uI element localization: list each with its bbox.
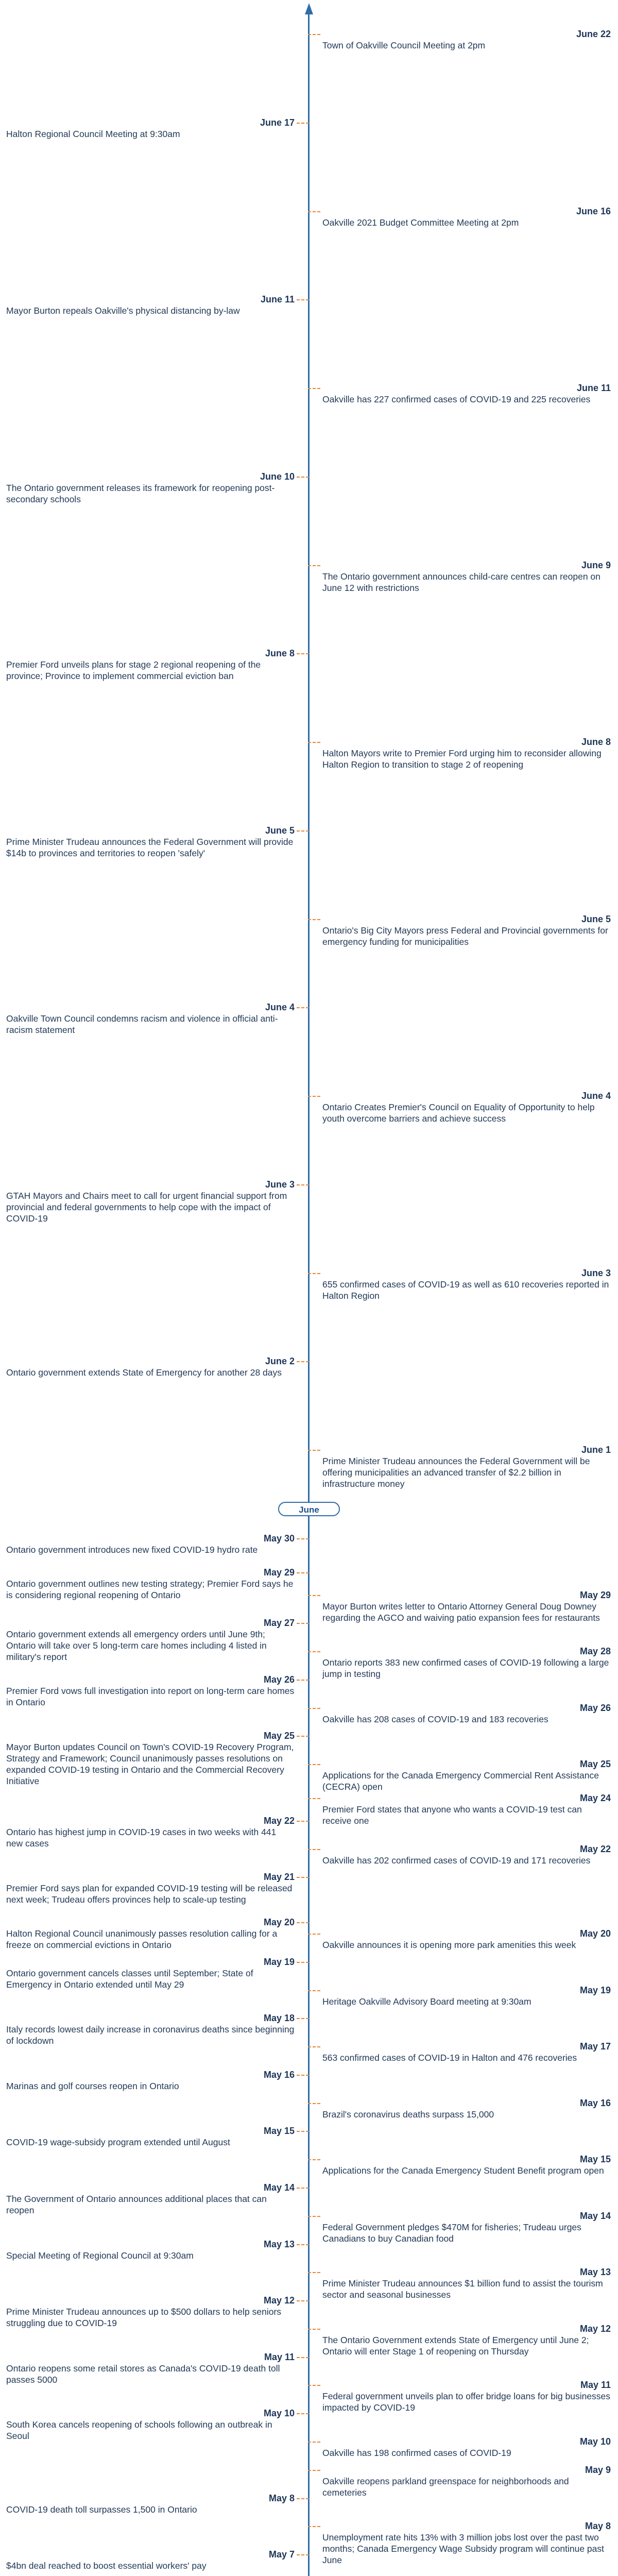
timeline-event-right bbox=[322, 2379, 611, 2413]
event-date: June 8 bbox=[581, 737, 611, 747]
timeline-spine bbox=[308, 14, 310, 2576]
event-date: May 24 bbox=[579, 1793, 611, 1803]
event-date: June 4 bbox=[265, 1002, 295, 1012]
event-date: May 13 bbox=[263, 2239, 295, 2249]
event-date: May 20 bbox=[579, 1928, 611, 1939]
event-date: May 15 bbox=[263, 2126, 295, 2136]
event-description: Ontario reopens some retail stores as Canada's COVID-19 death toll passes 5000 bbox=[6, 2363, 280, 2385]
timeline-event-left bbox=[6, 1002, 295, 1036]
timeline-event-left bbox=[6, 2549, 295, 2571]
event-description: COVID-19 wage-subsidy program extended until August bbox=[6, 2137, 230, 2147]
event-description: Ontario government extends all emergency orders until June 9th; Ontario will take over 5 long-term care homes including 4 listed in military's report bbox=[6, 1629, 267, 1662]
event-description: Halton Regional Council Meeting at 9:30am bbox=[6, 129, 180, 139]
event-date: June 5 bbox=[265, 825, 295, 836]
timeline-event-left bbox=[6, 2351, 295, 2385]
event-date: June 22 bbox=[576, 29, 611, 39]
event-description: Ontario's Big City Mayors press Federal and Provincial governments for emergency funding for municipalities bbox=[322, 925, 608, 947]
event-date: June 16 bbox=[576, 206, 611, 216]
event-description: Premier Ford says plan for expanded COVID-19 testing will be released next week; Trudeau offers provinces help to scale-up testing bbox=[6, 1883, 293, 1905]
event-description: Ontario reports 383 new confirmed cases of COVID-19 following a large jump in testing bbox=[322, 1657, 609, 1679]
event-description: Brazil's coronavirus deaths surpass 15,000 bbox=[322, 2109, 494, 2120]
event-description: Federal Government pledges $470M for fisheries; Trudeau urges Canadians to buy Canadian food bbox=[322, 2222, 581, 2244]
event-date: May 16 bbox=[579, 2098, 611, 2108]
month-marker-june: June bbox=[278, 1502, 340, 1516]
event-description: 563 confirmed cases of COVID-19 in Halton and 476 recoveries bbox=[322, 2053, 577, 2063]
event-description: Prime Minister Trudeau announces the Federal Government will be offering municipalities an advanced transfer of $2.2 billion in infrastructure money bbox=[322, 1456, 590, 1489]
event-date: June 11 bbox=[260, 294, 295, 304]
timeline-event-left bbox=[6, 471, 295, 505]
event-date: May 22 bbox=[579, 1844, 611, 1854]
event-description: Ontario government cancels classes until September; State of Emergency in Ontario extended until May 29 bbox=[6, 1968, 253, 1990]
event-date: June 4 bbox=[581, 1091, 611, 1101]
timeline-event-right bbox=[322, 2097, 611, 2120]
event-date: May 12 bbox=[579, 2324, 611, 2334]
event-description: The Ontario government releases its framework for reopening post-secondary schools bbox=[6, 483, 275, 504]
event-description: The Ontario government announces child-care centres can reopen on June 12 with restrictions bbox=[322, 571, 600, 593]
event-date: June 10 bbox=[260, 471, 295, 482]
timeline-event-right bbox=[322, 1090, 611, 1124]
timeline-event-right bbox=[322, 2210, 611, 2244]
event-description: Town of Oakville Council Meeting at 2pm bbox=[322, 40, 486, 50]
event-description: Ontario government introduces new fixed COVID-19 hydro rate bbox=[6, 1545, 258, 1555]
event-description: Prime Minister Trudeau announces $1 billion fund to assist the tourism sector and seasonal businesses bbox=[322, 2278, 603, 2300]
timeline-event-left bbox=[6, 1355, 295, 1378]
event-description: Prime Minister Trudeau announces up to $500 dollars to help seniors struggling due to COVID-19 bbox=[6, 2307, 282, 2328]
timeline-event-right bbox=[322, 1646, 611, 1680]
event-description: Applications for the Canada Emergency Student Benefit program open bbox=[322, 2165, 604, 2176]
timeline-event-left bbox=[6, 2408, 295, 2442]
event-date: May 25 bbox=[579, 1759, 611, 1769]
event-date: May 28 bbox=[579, 1646, 611, 1656]
timeline-event-right bbox=[322, 913, 611, 947]
event-description: 655 confirmed cases of COVID-19 as well as 610 recoveries reported in Halton Region bbox=[322, 1279, 609, 1301]
timeline-event-right bbox=[322, 28, 611, 51]
event-date: May 16 bbox=[263, 2070, 295, 2080]
timeline-event-right bbox=[322, 1589, 611, 1623]
event-description: Mayor Burton repeals Oakville's physical distancing by-law bbox=[6, 306, 240, 316]
event-description: Halton Regional Council unanimously passes resolution calling for a freeze on commercial evictions in Ontario bbox=[6, 1928, 278, 1950]
event-description: Ontario Creates Premier's Council on Equality of Opportunity to help youth overcome barriers and achieve success bbox=[322, 1102, 595, 1124]
event-date: May 9 bbox=[585, 2465, 611, 2475]
event-description: Ontario government extends State of Emergency for another 28 days bbox=[6, 1367, 282, 1378]
event-date: May 11 bbox=[264, 2352, 295, 2362]
timeline-event-left bbox=[6, 1533, 295, 1555]
timeline-event-right bbox=[322, 1928, 611, 1951]
event-description: Unemployment rate hits 13% with 3 million jobs lost over the past two months; Canada Emergency Wage Subsidy program will continue past June bbox=[322, 2532, 604, 2565]
event-date: May 19 bbox=[263, 1957, 295, 1967]
event-description: Ontario has highest jump in COVID-19 cases in two weeks with 441 new cases bbox=[6, 1827, 277, 1849]
event-description: The Government of Ontario announces additional places that can reopen bbox=[6, 2194, 267, 2215]
event-description: Applications for the Canada Emergency Commercial Rent Assistance (CECRA) open bbox=[322, 1770, 599, 1792]
timeline-event-left bbox=[6, 2239, 295, 2261]
event-description: Premier Ford vows full investigation into report on long-term care homes in Ontario bbox=[6, 1686, 295, 1707]
event-date: June 8 bbox=[265, 648, 295, 658]
event-description: Ontario government outlines new testing strategy; Premier Ford says he is considering regional reopening of Ontario bbox=[6, 1579, 294, 1600]
event-description: Federal government unveils plan to offer bridge loans for big businesses impacted by COVID-19 bbox=[322, 2391, 611, 2413]
event-date: June 17 bbox=[260, 117, 295, 128]
event-date: May 29 bbox=[263, 1567, 295, 1578]
event-description: The Ontario Government extends State of Emergency until June 2; Ontario will enter Stage 1 of reopening on Thursday bbox=[322, 2335, 589, 2357]
timeline-event-right bbox=[322, 2464, 611, 2498]
event-date: May 21 bbox=[263, 1872, 295, 1882]
event-date: May 10 bbox=[263, 2408, 295, 2418]
event-date: May 8 bbox=[268, 2493, 295, 2503]
event-date: May 30 bbox=[263, 1533, 295, 1544]
event-date: May 10 bbox=[579, 2436, 611, 2447]
timeline-event-left bbox=[6, 2295, 295, 2329]
event-date: May 17 bbox=[579, 2041, 611, 2052]
event-date: May 25 bbox=[263, 1731, 295, 1741]
event-date: May 19 bbox=[579, 1985, 611, 1995]
event-description: Premier Ford states that anyone who wants a COVID-19 test can receive one bbox=[322, 1804, 582, 1826]
timeline-event-left bbox=[6, 2069, 295, 2092]
timeline-event-right bbox=[322, 1792, 611, 1826]
event-date: May 26 bbox=[579, 1703, 611, 1713]
event-description: Oakville has 198 confirmed cases of COVID-19 bbox=[322, 2448, 511, 2458]
timeline-event-left bbox=[6, 2493, 295, 2515]
event-description: Prime Minister Trudeau announces the Federal Government will provide $14b to provinces and territories to reopen 'safely' bbox=[6, 837, 294, 858]
timeline-event-right bbox=[322, 2436, 611, 2459]
event-date: June 2 bbox=[265, 1356, 295, 1366]
event-date: May 11 bbox=[580, 2380, 611, 2390]
event-description: Oakville has 202 confirmed cases of COVID-19 and 171 recoveries bbox=[322, 1855, 591, 1866]
timeline-event-right bbox=[322, 2323, 611, 2357]
event-description: Mayor Burton updates Council on Town's COVID-19 Recovery Program, Strategy and Framework; Council unanimously passes resolutions on expanded COVID-19 testing in Ontario and the Commercial Recovery Initiative bbox=[6, 1742, 294, 1786]
timeline-event-left bbox=[6, 2012, 295, 2046]
timeline-event-right bbox=[322, 1702, 611, 1725]
timeline-event-left bbox=[6, 648, 295, 682]
event-date: May 15 bbox=[579, 2154, 611, 2164]
timeline-event-right bbox=[322, 206, 611, 228]
timeline-event-right bbox=[322, 1985, 611, 2007]
event-date: May 20 bbox=[263, 1917, 295, 1927]
event-date: May 27 bbox=[263, 1618, 295, 1628]
event-description: Premier Ford unveils plans for stage 2 regional reopening of the province; Province to implement commercial eviction ban bbox=[6, 659, 261, 681]
timeline-event-right bbox=[322, 1444, 611, 1489]
event-description: Oakville Town Council condemns racism and violence in official anti-racism statement bbox=[6, 1013, 278, 1035]
timeline-event-left bbox=[6, 2125, 295, 2148]
timeline-event-right bbox=[322, 2266, 611, 2300]
event-description: South Korea cancels reopening of schools following an outbreak in Seoul bbox=[6, 2419, 272, 2441]
event-date: May 7 bbox=[268, 2549, 295, 2560]
event-date: June 3 bbox=[265, 1179, 295, 1190]
timeline-event-left bbox=[6, 1871, 295, 1905]
timeline-arrow-head bbox=[305, 3, 313, 14]
event-description: Heritage Oakville Advisory Board meeting at 9:30am bbox=[322, 1996, 531, 2007]
event-description: Mayor Burton writes letter to Ontario Attorney General Doug Downey regarding the AGCO and waiving patio expansion fees for restaurants bbox=[322, 1601, 600, 1623]
timeline-event-right bbox=[322, 736, 611, 770]
event-date: June 5 bbox=[581, 914, 611, 924]
event-description: Oakville has 227 confirmed cases of COVID-19 and 225 recoveries bbox=[322, 394, 591, 404]
timeline-event-left bbox=[6, 1617, 295, 1663]
timeline-event-left bbox=[6, 1730, 295, 1787]
event-description: Special Meeting of Regional Council at 9:30am bbox=[6, 2250, 194, 2261]
timeline-event-right bbox=[322, 560, 611, 594]
timeline-event-left bbox=[6, 1674, 295, 1708]
event-description: Halton Mayors write to Premier Ford urging him to reconsider allowing Halton Region to transition to stage 2 of reopening bbox=[322, 748, 602, 770]
timeline-event-left bbox=[6, 1179, 295, 1224]
event-date: May 18 bbox=[263, 2013, 295, 2023]
event-date: May 26 bbox=[263, 1674, 295, 1685]
event-date: June 1 bbox=[581, 1445, 611, 1455]
event-description: Marinas and golf courses reopen in Ontario bbox=[6, 2081, 179, 2091]
event-date: May 12 bbox=[263, 2295, 295, 2306]
event-date: May 22 bbox=[263, 1816, 295, 1826]
event-description: GTAH Mayors and Chairs meet to call for urgent financial support from provincial and federal governments to help cope with the impact of COVID-19 bbox=[6, 1191, 287, 1224]
timeline-event-right bbox=[322, 382, 611, 405]
timeline-event-left bbox=[6, 1567, 295, 1601]
event-description: Oakville has 208 cases of COVID-19 and 183 recoveries bbox=[322, 1714, 548, 1724]
timeline-event-right bbox=[322, 1758, 611, 1792]
timeline-event-right bbox=[322, 2041, 611, 2063]
timeline-event-right bbox=[322, 1267, 611, 1301]
timeline-event-right bbox=[322, 2154, 611, 2176]
timeline-event-left bbox=[6, 2182, 295, 2216]
event-description: Italy records lowest daily increase in coronavirus deaths since beginning of lockdown bbox=[6, 2024, 295, 2046]
timeline-event-left bbox=[6, 1815, 295, 1849]
event-description: Oakville reopens parkland greenspace for neighborhoods and cemeteries bbox=[322, 2476, 569, 2498]
event-date: May 8 bbox=[585, 2521, 611, 2531]
timeline-event-left bbox=[6, 1956, 295, 1990]
event-date: June 9 bbox=[581, 560, 611, 570]
event-date: May 14 bbox=[579, 2211, 611, 2221]
event-date: June 11 bbox=[576, 383, 611, 393]
event-date: May 14 bbox=[263, 2182, 295, 2193]
event-description: $4bn deal reached to boost essential workers' pay bbox=[6, 2561, 207, 2571]
timeline-event-left bbox=[6, 1917, 295, 1951]
event-description: COVID-19 death toll surpasses 1,500 in Ontario bbox=[6, 2504, 197, 2515]
event-date: June 3 bbox=[581, 1268, 611, 1278]
timeline-event-left bbox=[6, 294, 295, 316]
timeline-event-left bbox=[6, 117, 295, 140]
timeline-event-right bbox=[322, 1843, 611, 1866]
event-date: May 13 bbox=[579, 2267, 611, 2277]
event-date: May 29 bbox=[579, 1590, 611, 1600]
event-description: Oakville announces it is opening more park amenities this week bbox=[322, 1940, 576, 1950]
timeline-event-right bbox=[322, 2520, 611, 2566]
timeline-event-left bbox=[6, 825, 295, 859]
event-description: Oakville 2021 Budget Committee Meeting at 2pm bbox=[322, 217, 519, 228]
